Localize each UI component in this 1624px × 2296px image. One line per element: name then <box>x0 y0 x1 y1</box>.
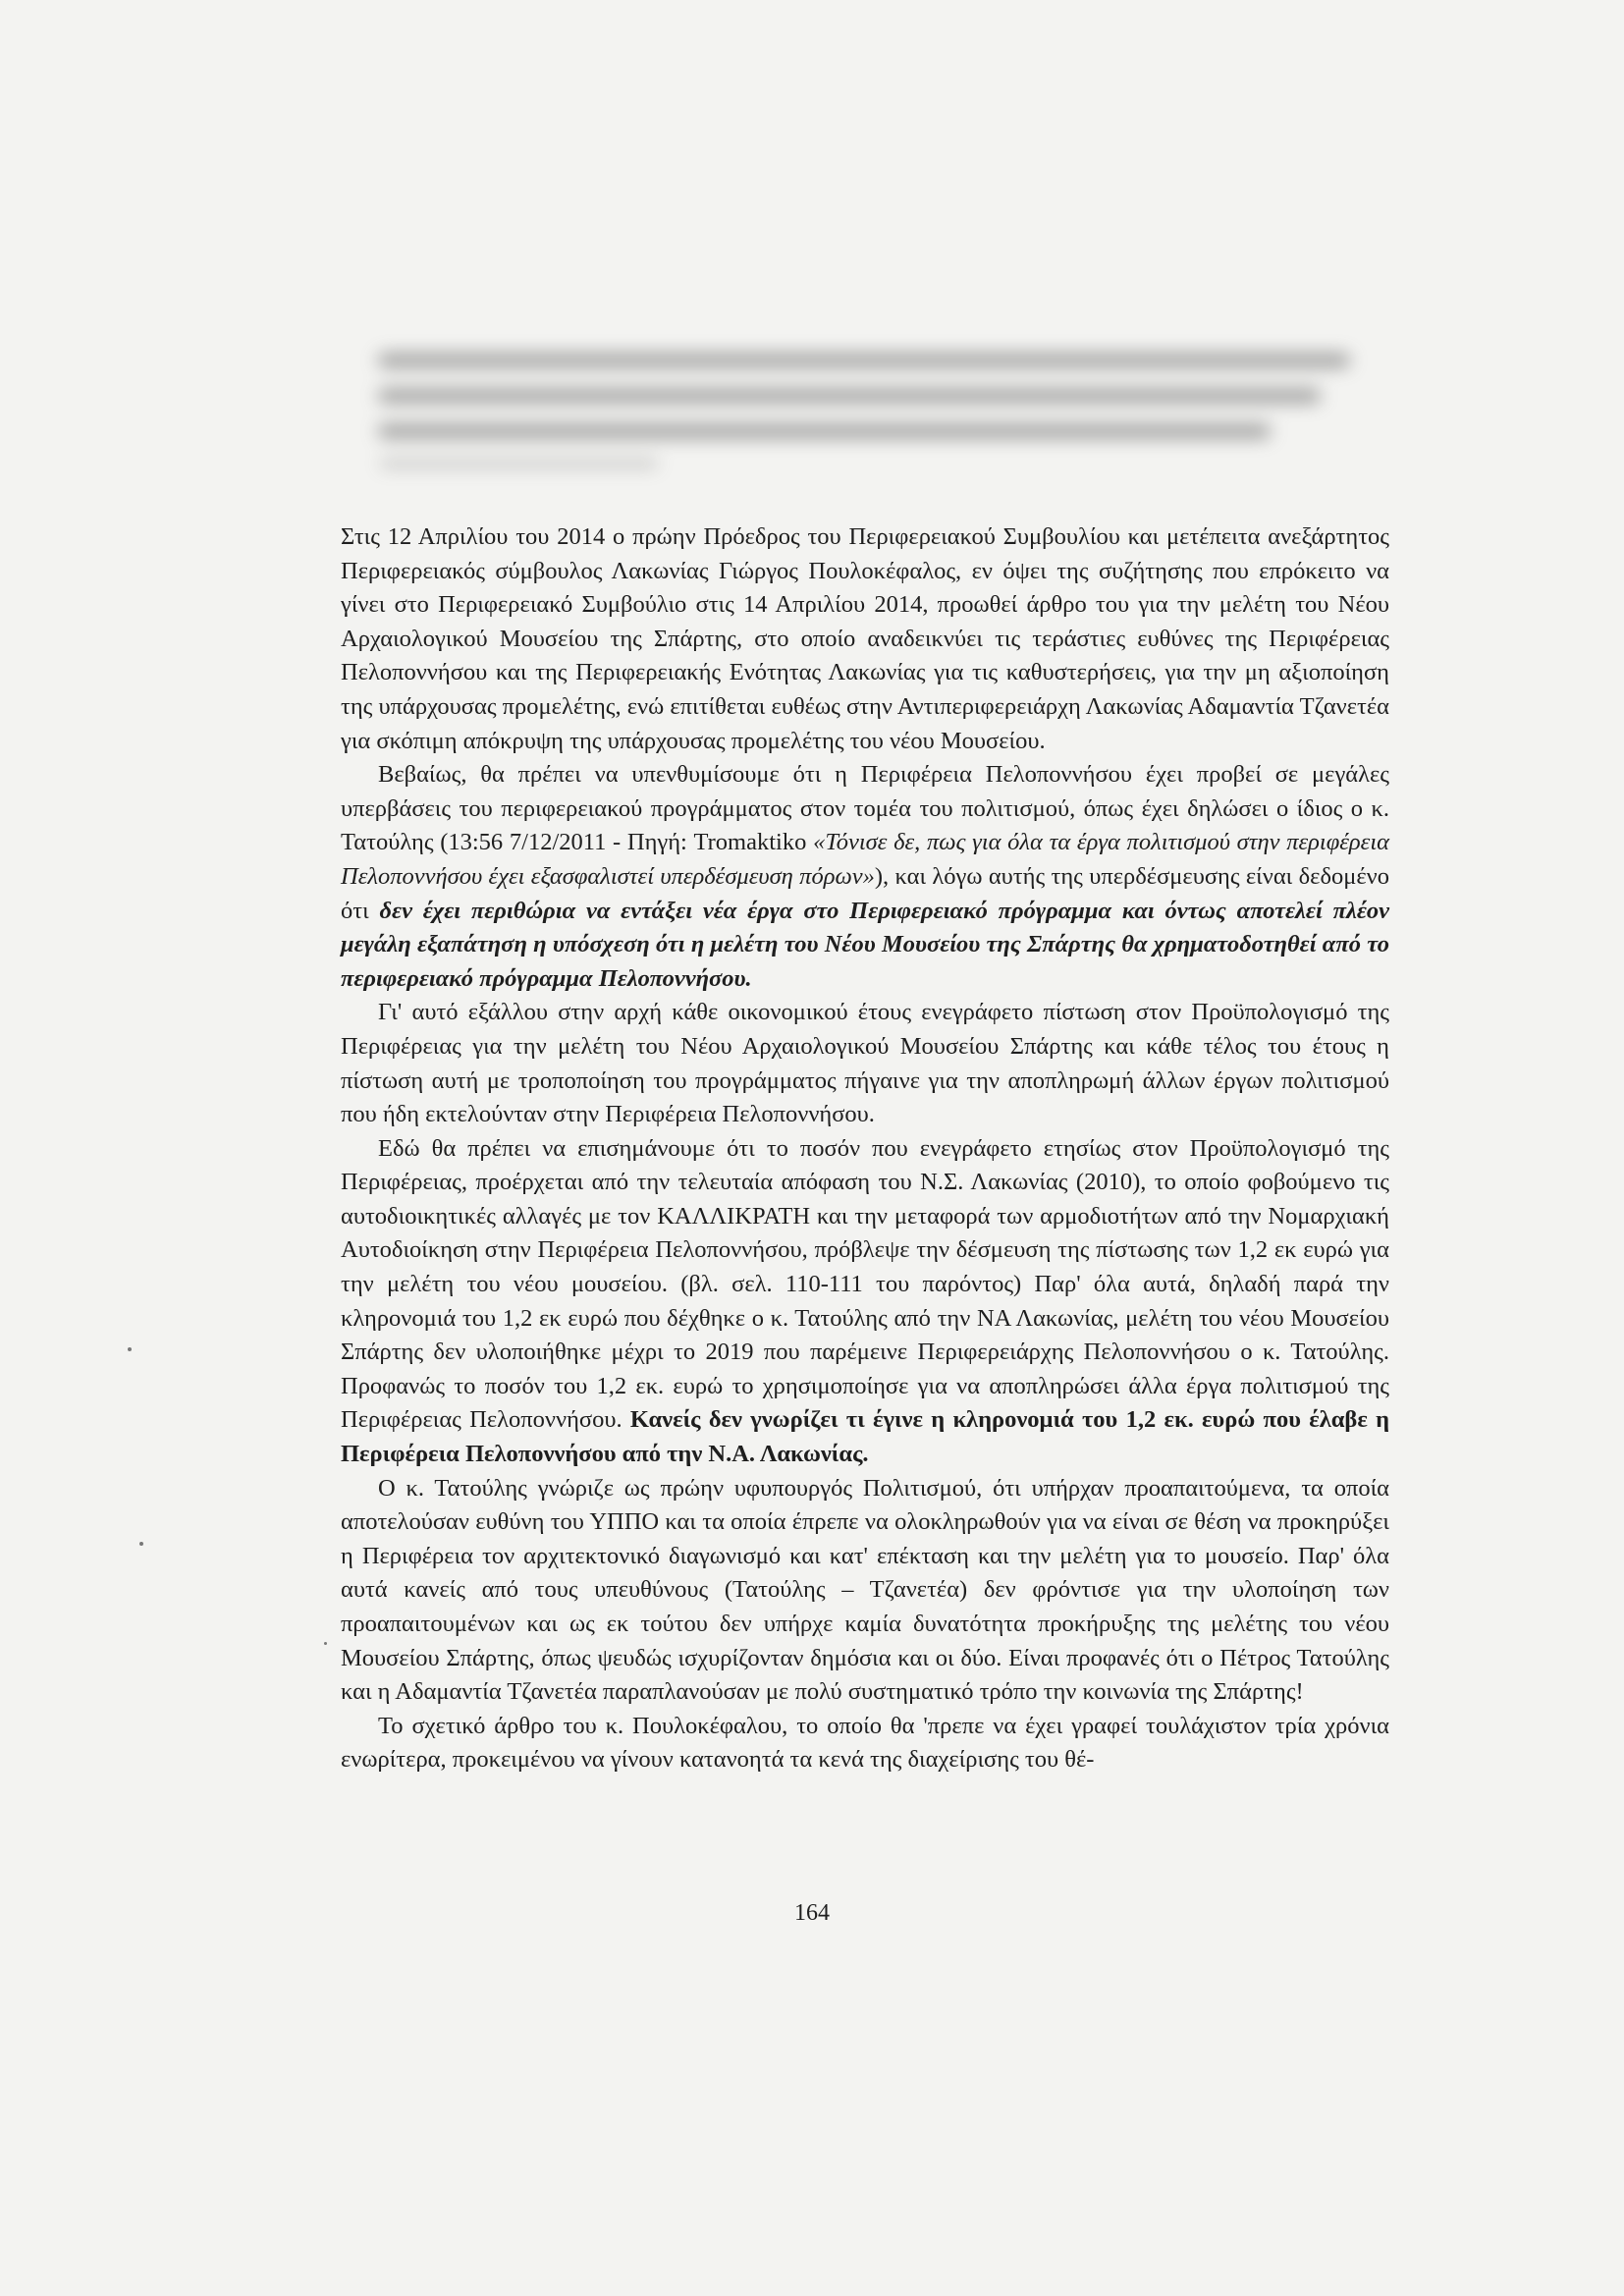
paragraph <box>341 520 1389 758</box>
scan-speck <box>139 1542 143 1546</box>
paragraph <box>341 996 1389 1131</box>
text-segment: Βεβαίως, θα πρέπει να υπενθυμίσουμε ότι η Περιφέρεια Πελοποννήσου έχει προβεί σε μεγάλες υπερβάσεις του περιφερειακού προγράμματος στον τομέα του πολιτισμού, όπως έχει δηλώσει ο ίδιος ο κ. Τατούλης (13:56 7/12/2011 - Πηγή: Tromaktiko <box>341 761 1389 856</box>
redacted-heading-block <box>378 354 1370 481</box>
paragraph <box>341 758 1389 996</box>
text-segment: ), και λόγω αυτής της υπερδέσμευσης είναι δεδομένο ότι <box>341 862 1389 924</box>
text-segment: Ο κ. Τατούλης γνώριζε ως πρώην υφυπουργός Πολιτισμού, ότι υπήρχαν προαπαιτούμενα, τα οποία αποτελούσαν ευθύνη του ΥΠΠΟ και τα οποία έπρεπε να ολοκληρωθούν για να είναι σε θέση να προκηρύξει η Περιφέρεια τον αρχιτεκτονικό διαγωνισμό και κατ' επέκταση και την μελέτη για το μουσείο. Παρ' όλα αυτά κανείς από τους υπευθύνους (Τατούλης – Τζανετέα) δεν φρόντισε για την υλοποίηση των προαπαιτουμένων και ως εκ τούτου δεν υπήρχε καμία δυνατότητα προκήρυξης της μελέτης του νέου Μουσείου Σπάρτης, όπως ψευδώς ισχυρίζονταν δημόσια και οι δύο. Είναι προφανές ότι ο Πέτρος Τατούλης και η Αδαμαντία Τζανετέα παραπλανούσαν με πολύ συστηματικό τρόπο την κοινωνία της Σπάρτης! <box>341 1474 1389 1706</box>
text-segment: δεν έχει περιθώρια να εντάξει νέα έργα στο Περιφερειακό πρόγραμμα και όντως αποτελεί πλέον μεγάλη εξαπάτηση η υπόσχεση ότι η μελέτη του Νέου Μουσείου της Σπάρτης θα χρηματοδοτηθεί από το περιφερειακό πρόγραμμα Πελοποννήσου. <box>341 897 1389 992</box>
text-segment: Το σχετικό άρθρο του κ. Πουλοκέφαλου, το οποίο θα 'πρεπε να έχει γραφεί τουλάχιστον τρία χρόνια ενωρίτερα, προκειμένου να γίνουν κατανοητά τα κενά της διαχείρισης του θέ- <box>341 1712 1389 1774</box>
paragraph <box>341 1472 1389 1710</box>
paragraph <box>341 1132 1389 1472</box>
text-segment: Στις 12 Απριλίου του 2014 ο πρώην Πρόεδρος του Περιφερειακού Συμβουλίου και μετέπειτα ανεξάρτητος Περιφερειακός σύμβουλος Λακωνίας Γιώργος Πουλοκέφαλος, εν όψει της συζήτησης που επρόκειτο να γίνει στο Περιφερειακό Συμβούλιο στις 14 Απριλίου 2014, προωθεί άρθρο του για την μελέτη του Νέου Αρχαιολογικού Μουσείου της Σπάρτης, στο οποίο αναδεικνύει τις τεράστιες ευθύνες της Περιφέρειας Πελοποννήσου και της Περιφερειακής Ενότητας Λακωνίας για τις καθυστερήσεις, για την μη αξιοποίηση της υπάρχουσας προμελέτης, ενώ επιτίθεται ευθέως στην Αντιπεριφερειάρχη Λακωνίας Αδαμαντία Τζανετέα για σκόπιμη απόκρυψη της υπάρχουσας προμελέτης του νέου Μουσείου. <box>341 523 1389 754</box>
body-text <box>341 520 1389 1777</box>
page-number: 164 <box>794 1900 830 1926</box>
scan-speck <box>128 1347 132 1351</box>
paragraph <box>341 1710 1389 1777</box>
scan-speck <box>324 1642 327 1645</box>
text-segment: Γι' αυτό εξάλλου στην αρχή κάθε οικονομικού έτους ενεγράφετο πίστωση στον Προϋπολογισμό της Περιφέρειας για την μελέτη του Νέου Αρχαιολογικού Μουσείου Σπάρτης και κάθε τέλος του έτους η πίστωση αυτή με τροποποίηση του προγράμματος πήγαινε για την αποπληρωμή άλλων έργων πολιτισμού που ήδη εκτελούνταν στην Περιφέρεια Πελοποννήσου. <box>341 999 1389 1128</box>
text-segment: Εδώ θα πρέπει να επισημάνουμε ότι το ποσόν που ενεγράφετο ετησίως στον Προϋπολογισμό της Περιφέρειας, προέρχεται από την τελευταία απόφαση του Ν.Σ. Λακωνίας (2010), το οποίο φοβούμενο τις αυτοδιοικητικές αλλαγές με τον ΚΑΛΛΙΚΡΑΤΗ και την μεταφορά των αρμοδιοτήτων από την Νομαρχιακή Αυτοδιοίκηση στην Περιφέρεια Πελοποννήσου, πρόβλεψε την δέσμευση της πίστωσης των 1,2 εκ ευρώ για την μελέτη του νέου μουσείου. (βλ. σελ. 110-111 του παρόντος) Παρ' όλα αυτά, δηλαδή παρά την κληρονομιά του 1,2 εκ ευρώ που δέχθηκε ο κ. Τατούλης από την ΝΑ Λακωνίας, μελέτη του νέου Μουσείου Σπάρτης δεν υλοποιήθηκε μέχρι το 2019 που παρέμεινε Περιφερειάρχης Πελοποννήσου ο κ. Τατούλης. Προφανώς το ποσόν του 1,2 εκ. ευρώ το χρησιμοποίησε για να αποπληρώσει άλλα έργα πολιτισμού της Περιφέρειας Πελοποννήσου. <box>341 1134 1389 1434</box>
text-segment: «Τόνισε δε, πως για όλα τα έργα πολιτισμού στην περιφέρεια Πελοποννήσου έχει εξασφαλιστεί υπερδέσμευση πόρων» <box>341 829 1390 890</box>
text-segment: Κανείς δεν γνωρίζει τι έγινε η κληρονομιά του 1,2 εκ. ευρώ που έλαβε η Περιφέρεια Πελοποννήσου από την Ν.Α. Λακωνίας. <box>341 1406 1390 1468</box>
